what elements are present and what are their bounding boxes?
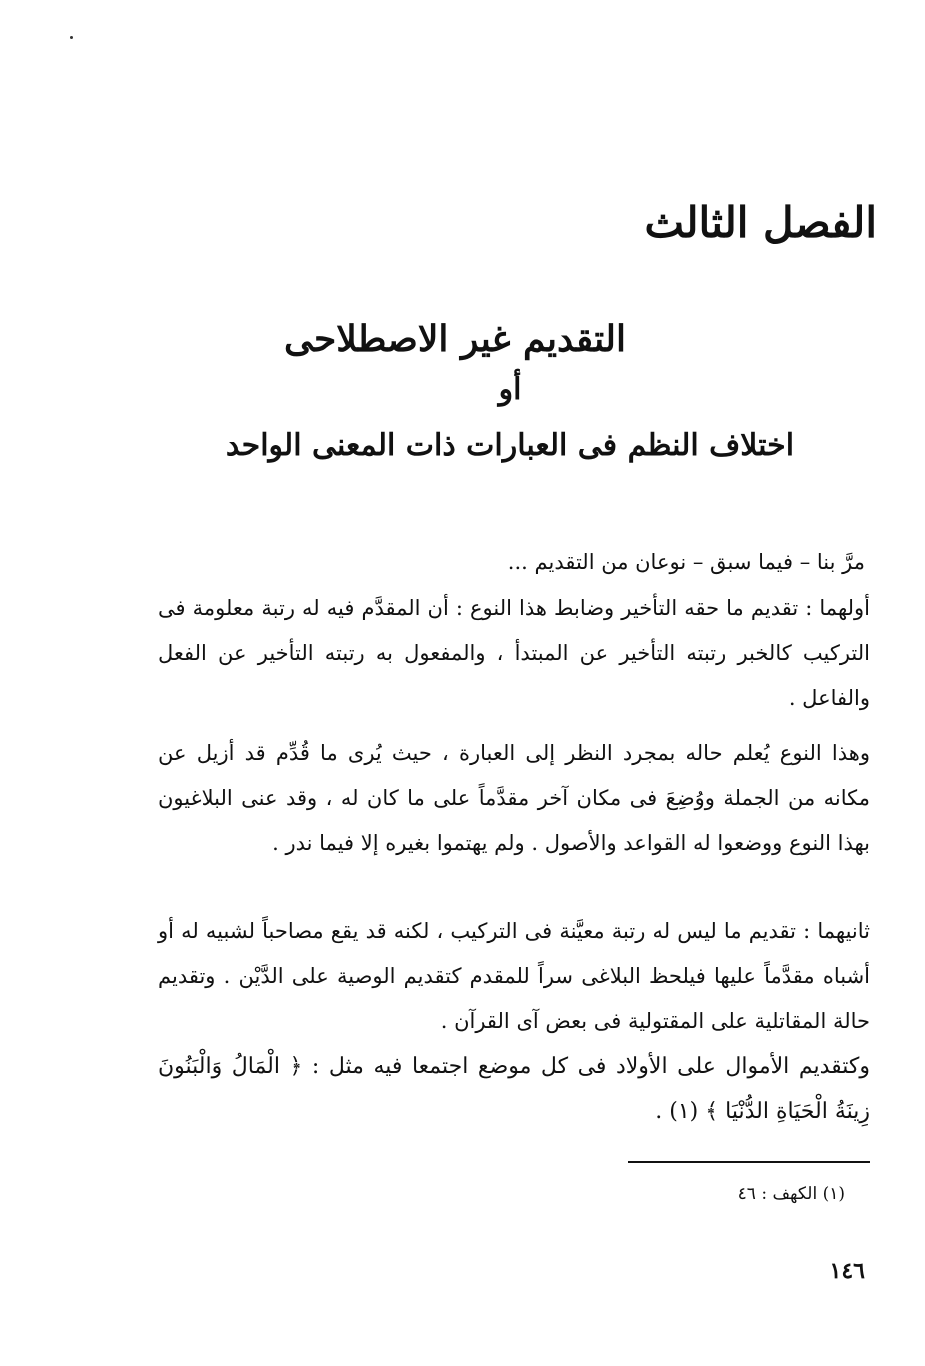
page-number: ١٤٦ <box>829 1258 865 1284</box>
chapter-title: الفصل الثالث <box>644 198 877 247</box>
footnote: (١) الكهف : ٤٦ <box>737 1184 845 1204</box>
paragraph-second-type: ثانيهما : تقديم ما ليس له رتبة معيَّنة فى التركيب ، لكنه قد يقع مصاحباً لشبيه له أو أشباه مقدَّماً عليها فيلحظ البلاغى سراً للمقدم كتقديم الوصية على الدَّيْن . وتقديم حالة المقاتلية على المقتولية فى بعض آى القرآن . <box>158 919 870 1033</box>
paragraph-quran-example: وكتقديم الأموال على الأولاد فى كل موضع اجتمعا فيه مثل : ﴿ الْمَالُ وَالْبَنُونَ زِينَةُ الْحَيَاةِ الدُّنْيَا ﴾ (١) . <box>158 1054 870 1124</box>
scan-speck <box>70 36 73 39</box>
section-heading-connector: أو <box>498 372 522 407</box>
paragraph-first-type-explanation: وهذا النوع يُعلم حاله بمجرد النظر إلى العبارة ، حيث يُرى ما قُدِّم قد أزيل عن مكانه من الجملة ووُضِعَ فى مكان آخر مقدَّماً على ما كان له ، وقد عنى البلاغيون بهذا النوع ووضعوا له القواعد والأصول . ولم يهتموا بغيره إلا فيما ندر . <box>158 741 871 855</box>
section-heading: التقديم غير الاصطلاحى <box>284 318 626 360</box>
footnote-divider <box>628 1161 870 1163</box>
section-subheading: اختلاف النظم فى العبارات ذات المعنى الواحد <box>225 428 795 463</box>
paragraph-first-type: أولهما : تقديم ما حقه التأخير وضابط هذا النوع : أن المقدَّم فيه له رتبة معلومة فى التركيب كالخبر رتبته التأخير عن المبتدأ ، والمفعول به رتبته التأخير عن الفعل والفاعل . <box>158 596 870 710</box>
intro-paragraph: مرَّ بنا – فيما سبق – نوعان من التقديم ... <box>507 550 865 574</box>
